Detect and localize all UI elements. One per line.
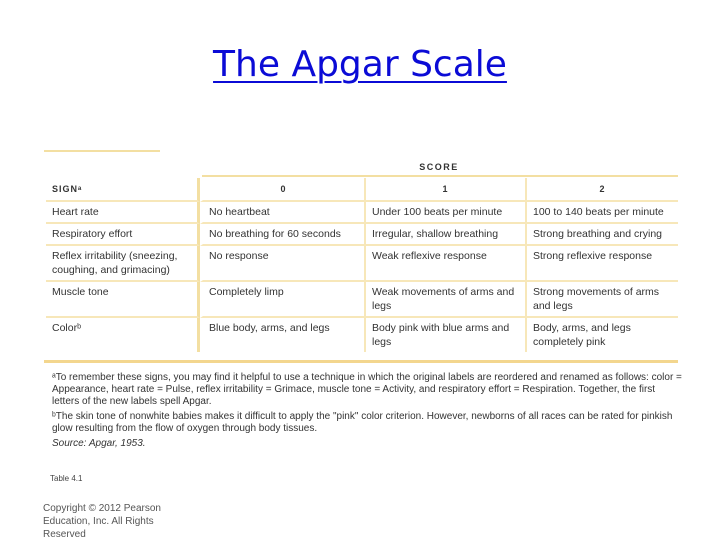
score-0-cell: Completely limp xyxy=(200,282,366,318)
footnote-a: ᵃTo remember these signs, you may find it helpful to use a technique in which the original labels are reordered and renamed as follows: color = Appearance, heart rate = Pulse, reflex irritability = Grimace, muscle tone = Activity, and respiratory effort = Respiration. Together, the first letters of the new labels spell Apgar. xyxy=(52,372,682,407)
sign-cell: Respiratory effort xyxy=(46,224,200,246)
score-group-header: SCORE xyxy=(419,162,459,172)
footnote-b: ᵇThe skin tone of nonwhite babies makes it difficult to apply the "pink" color criterion. However, newborns of all races can be rated for pinkish glow resulting from the flow of oxygen through body tissues. xyxy=(52,411,673,434)
score-0-cell: No response xyxy=(200,246,366,282)
apgar-table xyxy=(46,178,678,352)
score-0-cell: Blue body, arms, and legs xyxy=(200,318,366,352)
sign-cell: Colorᵇ xyxy=(46,318,200,352)
footnote-source: Source: Apgar, 1953. xyxy=(52,438,146,449)
header-score-0: 0 xyxy=(200,178,366,202)
score-header-rule xyxy=(202,175,678,177)
table-footnotes xyxy=(52,372,682,450)
table-bottom-rule xyxy=(44,360,678,363)
slide-title[interactable]: The Apgar Scale xyxy=(213,44,507,85)
sign-cell: Heart rate xyxy=(46,202,200,224)
score-1-cell: Body pink with blue arms and legs xyxy=(366,318,527,352)
score-0-cell: No breathing for 60 seconds xyxy=(200,224,366,246)
header-score-1: 1 xyxy=(366,178,527,202)
copyright-notice: Copyright © 2012 Pearson Education, Inc. All Rights Reserved xyxy=(43,503,161,540)
score-0-cell: No heartbeat xyxy=(200,202,366,224)
header-score-2: 2 xyxy=(527,178,678,202)
table-row xyxy=(46,246,678,282)
sign-cell: Muscle tone xyxy=(46,282,200,318)
score-2-cell: Body, arms, and legs completely pink xyxy=(533,322,631,348)
score-2-cell: Strong reflexive response xyxy=(527,246,678,282)
table-number: Table 4.1 xyxy=(50,474,83,483)
score-1-cell: Irregular, shallow breathing xyxy=(366,224,527,246)
score-1-cell: Weak reflexive response xyxy=(366,246,527,282)
score-2-cell: 100 to 140 beats per minute xyxy=(527,202,678,224)
sign-cell: Reflex irritability (sneezing, coughing, and grimacing) xyxy=(46,246,200,282)
score-1-cell: Under 100 beats per minute xyxy=(366,202,527,224)
table-row xyxy=(46,282,678,318)
score-1-cell: Weak movements of arms and legs xyxy=(366,282,527,318)
table-row xyxy=(46,202,678,224)
header-sign: SIGNᵃ xyxy=(46,178,200,202)
table-row xyxy=(46,318,678,352)
top-decorative-rule xyxy=(44,150,160,152)
table-header-row xyxy=(46,178,678,202)
score-2-cell: Strong movements of arms and legs xyxy=(527,282,678,318)
table-row xyxy=(46,224,678,246)
score-2-cell: Strong breathing and crying xyxy=(527,224,678,246)
